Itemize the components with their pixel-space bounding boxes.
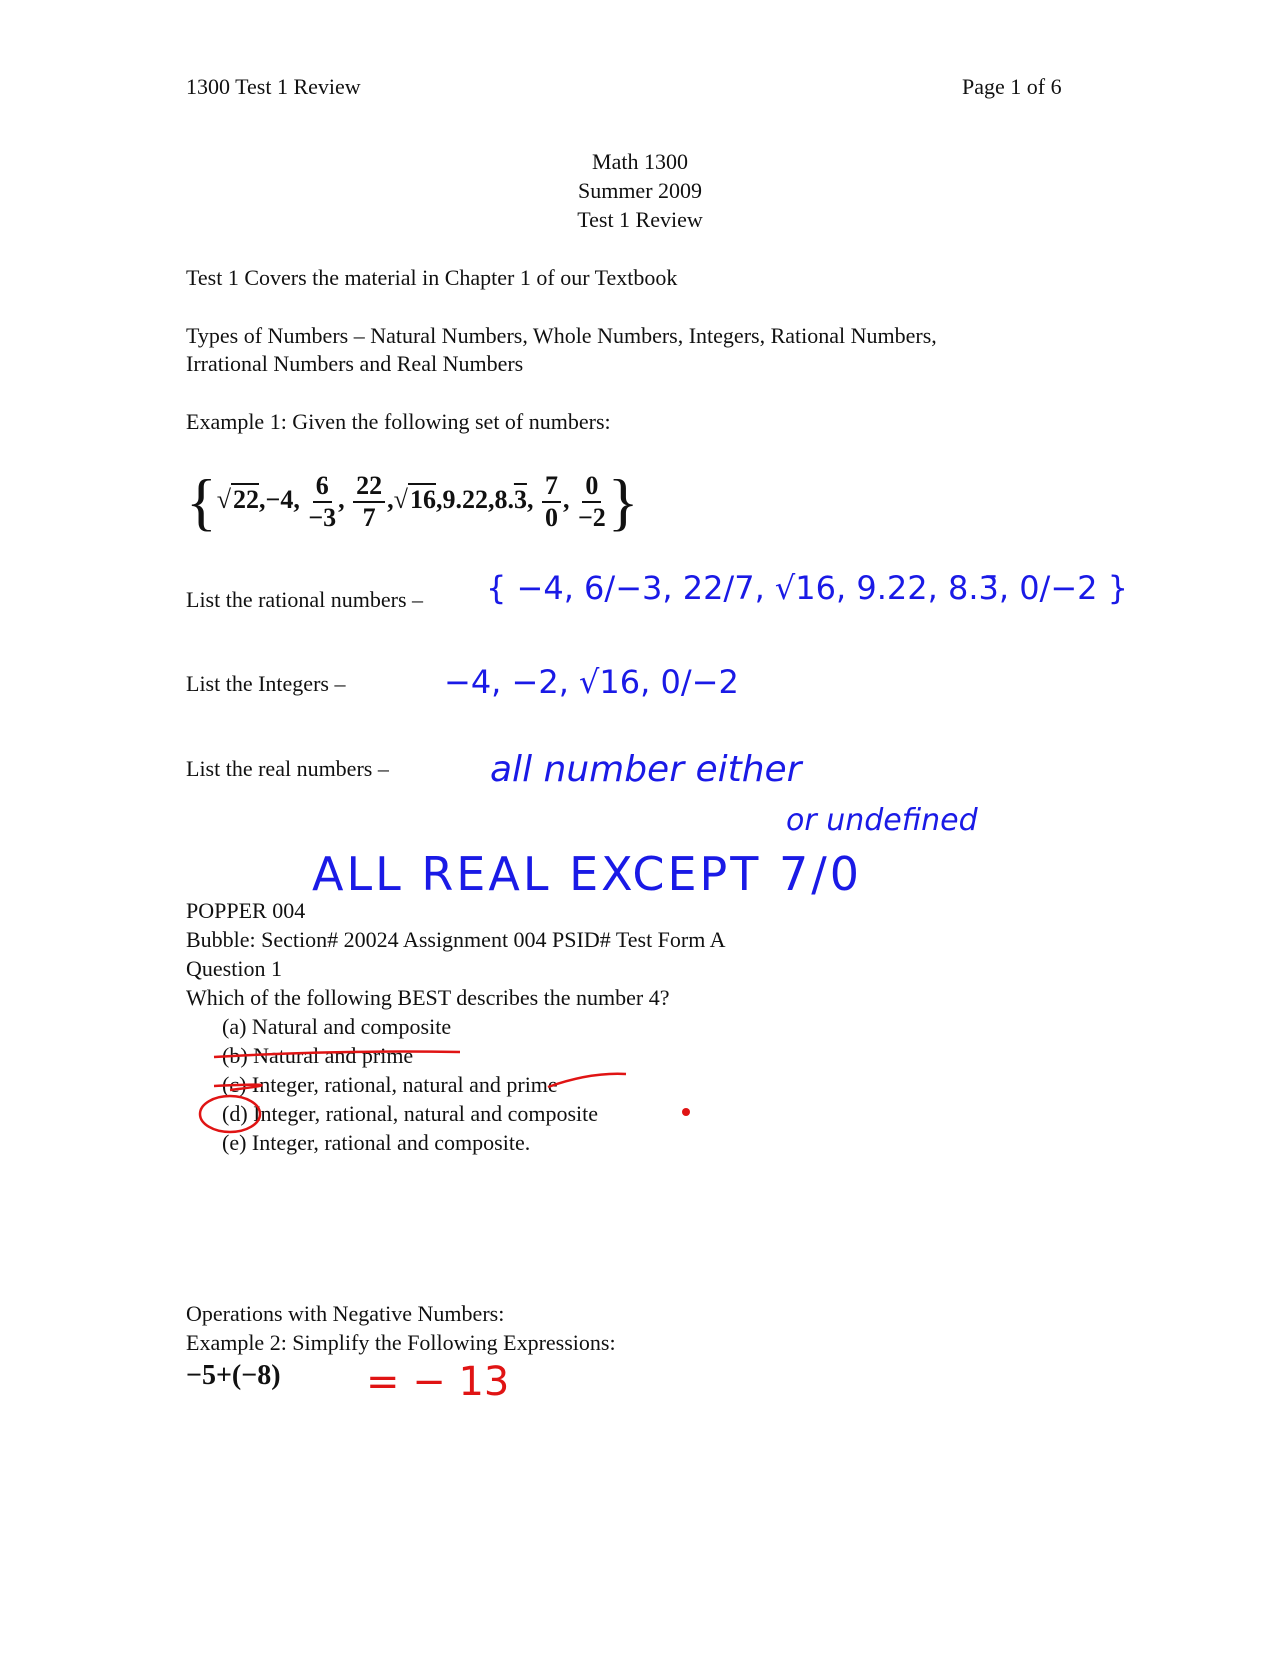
option-e: (e) Integer, rational and composite. <box>222 1130 531 1155</box>
handwritten-rational-answer: { −4, 6/−3, 22/7, √16, 9.22, 8.3̄, 0/−2 } <box>486 569 1129 607</box>
set-frac-7-0: $\frac{7}{0}$ <box>542 471 561 533</box>
page-number: Page 1 of 6 <box>962 74 1062 99</box>
set-frac-22-7: $\frac{22}{7}$ <box>353 471 385 533</box>
handwritten-integers-answer: −4, −2, √16, 0/−2 <box>444 663 739 701</box>
set-frac-6-neg3: $\frac{6}{-3}$ <box>308 471 337 532</box>
set-neg4: −4, <box>265 484 300 514</box>
course-title: Math 1300 <box>592 149 688 174</box>
document-title: Test 1 Review <box>577 207 703 232</box>
red-dot <box>682 1108 690 1116</box>
option-c: (c) Integer, rational, natural and prime <box>222 1072 558 1097</box>
example2-expression: −5+(−8) <box>186 1360 281 1391</box>
handwritten-real-answer-1: all number either <box>490 749 802 790</box>
term: Summer 2009 <box>577 178 703 203</box>
example1-prompt: Example 1: Given the following set of numbers: <box>186 409 611 434</box>
question-number: Question 1 <box>186 956 282 981</box>
header-title: 1300 Test 1 Review <box>186 74 361 99</box>
types-line-2: Irrational Numbers and Real Numbers <box>186 351 524 376</box>
set-sqrt22: 22 <box>233 484 259 514</box>
option-a: (a) Natural and composite <box>222 1014 452 1039</box>
number-set: {√22,−4, $\frac{6}{-3}$ , $\frac{22}{7}$ ,√16,9.22,8.3, $\frac{7}{0}$ , $\frac{0}{-2}$ } <box>186 466 639 537</box>
question-integers: List the Integers – <box>186 671 346 696</box>
intro-text: Test 1 Covers the material in Chapter 1 of our Textbook <box>186 265 678 290</box>
popper-label: POPPER 004 <box>186 898 306 923</box>
option-b: (b) Natural and prime <box>222 1043 414 1068</box>
handwritten-real-answer-2: or undefined <box>786 803 978 838</box>
set-frac-0-neg2: $\frac{0}{-2}$ <box>577 471 606 532</box>
ops-heading: Operations with Negative Numbers: <box>186 1301 505 1326</box>
option-d: (d) Integer, rational, natural and composite <box>222 1101 599 1126</box>
set-decimal-922: ,9.22, <box>435 484 495 514</box>
set-sqrt16: 16 <box>409 484 436 514</box>
question-text: Which of the following BEST describes the number 4? <box>186 985 670 1010</box>
handwritten-example2-answer: = − 13 <box>366 1359 510 1405</box>
bubble-line: Bubble: Section# 20024 Assignment 004 PSID# Test Form A <box>186 927 726 952</box>
handwritten-real-answer-3: ALL REAL EXCEPT 7/0 <box>312 847 862 901</box>
types-line-1: Types of Numbers – Natural Numbers, Whole Numbers, Integers, Rational Numbers, <box>186 323 937 348</box>
set-decimal-83: 8. <box>494 484 514 514</box>
set-repeating-digit: 3 <box>513 484 527 514</box>
example2-prompt: Example 2: Simplify the Following Expressions: <box>186 1330 616 1355</box>
question-rational: List the rational numbers – <box>186 587 424 612</box>
question-real: List the real numbers – <box>186 756 389 781</box>
strike-option-c-prime <box>548 1074 626 1087</box>
